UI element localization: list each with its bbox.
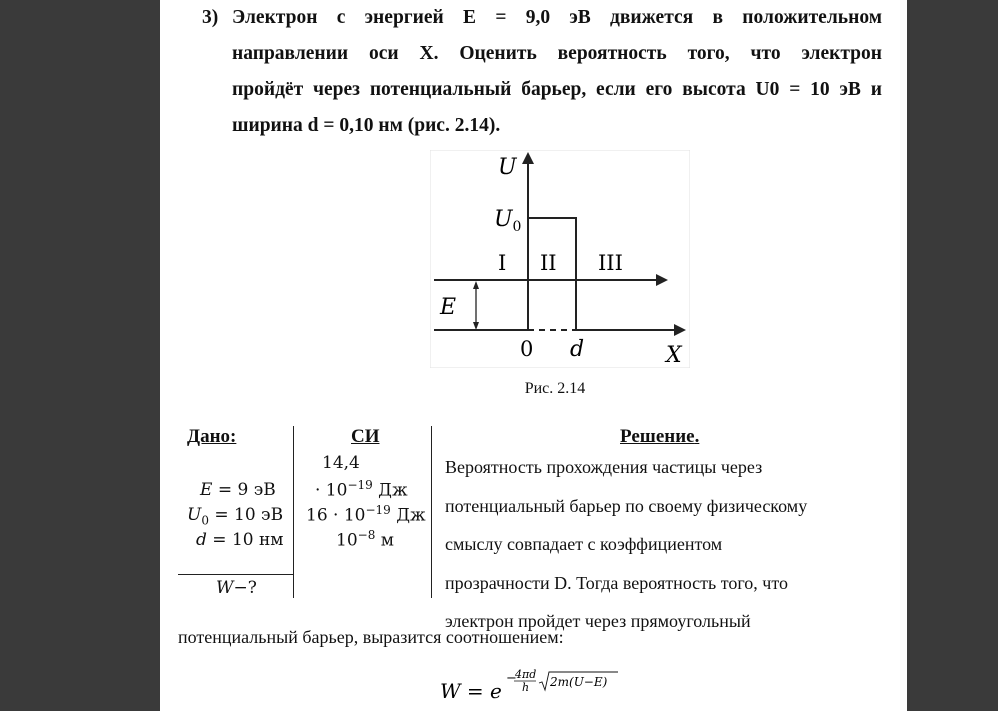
problem-line-1: Электрон с энергией E = 9,0 эВ движется в положительном (232, 7, 882, 28)
var-u-sub: 0 (201, 513, 209, 528)
given-find (216, 578, 257, 598)
si-u-exp: −19 (365, 503, 391, 517)
problem-line-2: направлении оси X. Оценить вероятность того, что электрон (232, 43, 882, 64)
si-e-mant: · 10 (315, 480, 348, 501)
var-e: E (200, 480, 213, 500)
find-rest: −? (233, 578, 257, 598)
solution-tail: потенциальный барьер, выразится соотношением: (178, 627, 564, 647)
figure-frame (430, 150, 690, 368)
potential-barrier-figure (430, 150, 690, 368)
solution-line-3: смыслу совпадает с коэффициентом (445, 534, 723, 554)
val-u: = 10 эВ (208, 505, 284, 525)
problem-line-4: ширина d = 0,10 нм (рис. 2.14). (232, 115, 501, 136)
si-barrier-height (306, 503, 426, 526)
si-u-unit: Дж (390, 505, 426, 526)
find-var: W (216, 578, 234, 598)
si-width (336, 528, 394, 551)
problem-number: 3) (202, 7, 219, 28)
label-region-iii: III (598, 251, 623, 275)
solution-header (620, 426, 699, 448)
probability-formula (440, 668, 640, 708)
figure-caption (0, 380, 998, 398)
solution-header-text: Решение (620, 426, 695, 447)
si-e-unit: Дж (372, 480, 408, 501)
right-gutter (907, 0, 998, 711)
figure-caption-text: Рис. 2.14 (524, 380, 586, 397)
problem-line-3: пройдёт через потенциальный барьер, если его высота U0 = 10 эВ и (232, 79, 882, 100)
si-energy-bottom (315, 478, 408, 501)
formula-radicand: 2m(U−E) (550, 675, 608, 689)
label-zero: 0 (520, 337, 534, 361)
si-u-mant: 16 · 10 (306, 505, 366, 526)
given-energy (200, 480, 276, 500)
given-width (196, 530, 284, 550)
si-d-exp: −8 (357, 528, 376, 542)
given-find-separator (178, 574, 293, 575)
given-header-colon: : (230, 426, 237, 447)
given-header-text: Дано (187, 426, 231, 447)
si-e-exp: −19 (347, 478, 373, 492)
solution-line-4: прозрачности D. Тогда вероятность того, что (445, 572, 788, 593)
val-d: = 10 нм (206, 530, 284, 550)
solution-text (445, 448, 885, 641)
solution-line-1: Вероятность прохождения частицы через (445, 457, 763, 477)
label-d: d (570, 337, 585, 362)
left-gutter (0, 0, 160, 711)
given-barrier-height (187, 505, 283, 527)
solution-line-2: потенциальный барьер по своему физическому (445, 495, 808, 516)
val-e: = 9 эВ (212, 480, 276, 500)
table-divider-2 (431, 426, 432, 598)
solution-line-5: электрон пройдет через прямоугольный (445, 611, 751, 631)
si-d-mant: 10 (336, 530, 358, 551)
si-energy-top: 14,4 (322, 453, 360, 473)
label-u0: $U_0$ (494, 207, 522, 235)
formula-lhs: W = e (440, 679, 502, 703)
label-u: U (498, 155, 517, 180)
formula-numerator: 4πd (515, 668, 537, 681)
table-divider-1 (293, 426, 294, 598)
label-e: E (440, 295, 457, 320)
given-header (187, 426, 236, 448)
si-d-unit: м (375, 530, 394, 551)
solution-header-dot: . (694, 426, 700, 447)
label-region-i: I (498, 251, 507, 275)
label-region-ii: II (540, 251, 557, 275)
var-u: U (187, 505, 202, 525)
var-d: d (196, 530, 207, 550)
formula-minus: − (506, 671, 517, 686)
label-x: X (666, 343, 682, 368)
problem-statement (202, 0, 882, 144)
si-header: СИ (351, 426, 380, 447)
formula-denominator: h (522, 681, 530, 694)
